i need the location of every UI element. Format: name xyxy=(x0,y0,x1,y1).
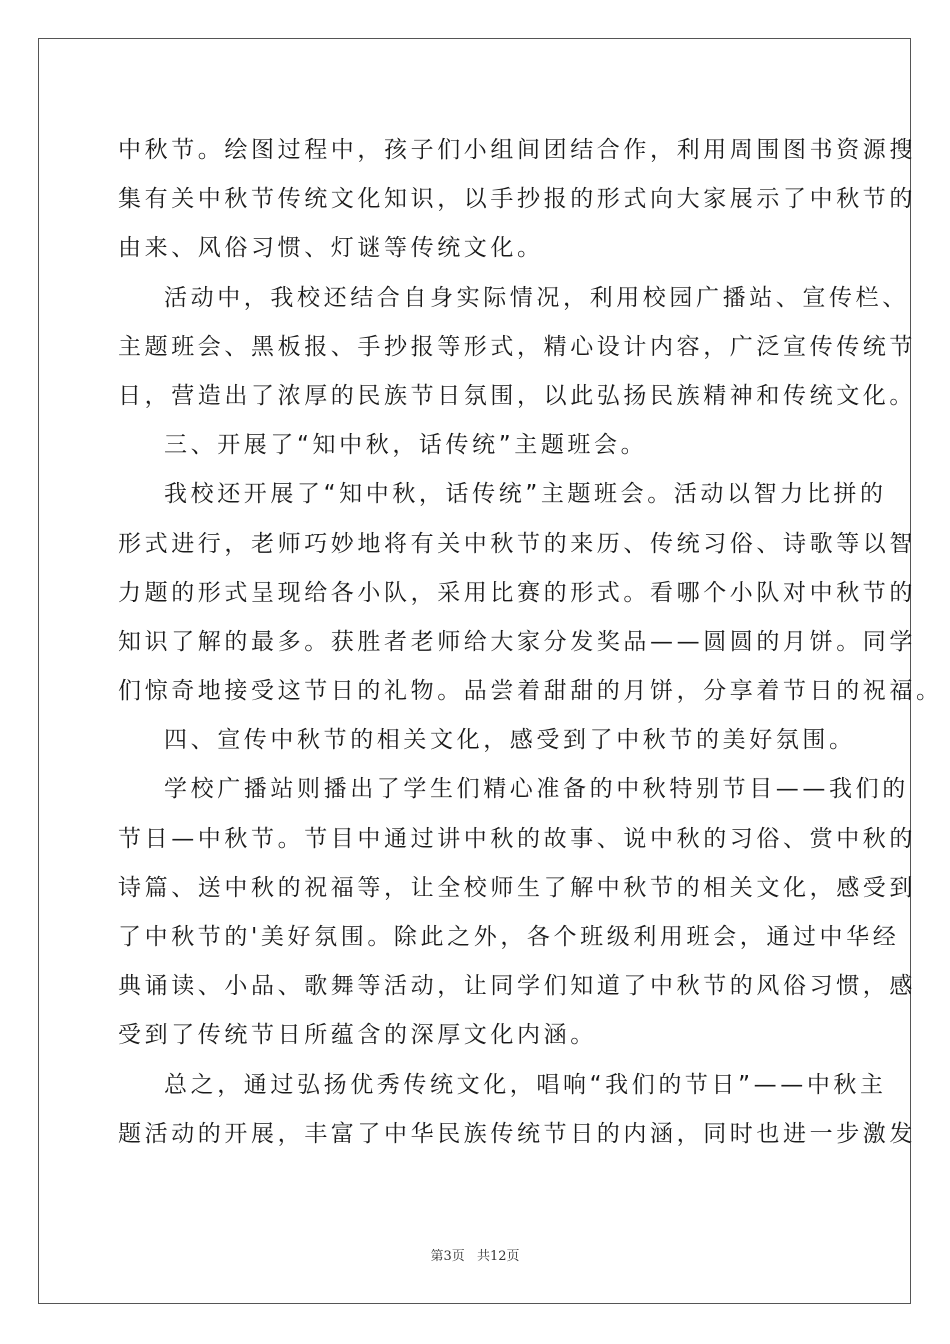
text-line: 活动中，我校还结合自身实际情况，利用校园广播站、宣传栏、 xyxy=(164,284,909,311)
text-line: 四、宣传中秋节的相关文化，感受到了中秋节的美好氛围。 xyxy=(164,727,856,754)
text-line: 了中秋节的'美好氛围。除此之外，各个班级利用班会，通过中华经 xyxy=(118,924,900,950)
text-line: 由来、风俗习惯、灯谜等传统文化。 xyxy=(118,235,544,262)
page-footer xyxy=(0,1245,950,1264)
text-line: 中秋节。绘图过程中，孩子们小组间团结合作，利用周围图书资源搜 xyxy=(118,137,916,163)
text-line: 总之，通过弘扬优秀传统文化，唱响“我们的节日”——中秋主 xyxy=(164,1071,887,1098)
text-line: 日，营造出了浓厚的民族节日氛围，以此弘扬民族精神和传统文化。 xyxy=(118,382,916,409)
text-line: 学校广播站则播出了学生们精心准备的中秋特别节目——我们的 xyxy=(164,776,909,803)
document-body xyxy=(118,126,943,1159)
text-line: 力题的形式呈现给各小队，采用比赛的形式。看哪个小队对中秋节的 xyxy=(118,579,916,606)
text-line: 诗篇、送中秋的祝福等，让全校师生了解中秋节的相关文化，感受到 xyxy=(118,874,916,901)
text-line: 受到了传统节日所蕴含的深厚文化内涵。 xyxy=(118,1022,597,1049)
text-line: 主题班会、黑板报、手抄报等形式，精心设计内容，广泛宣传传统节 xyxy=(118,333,916,360)
text-line: 我校还开展了“知中秋，话传统”主题班会。活动以智力比拼的 xyxy=(164,481,887,508)
text-line: 知识了解的最多。获胜者老师给大家分发奖品——圆圆的月饼。同学 xyxy=(118,628,916,655)
page-total: 共12页 xyxy=(476,1249,520,1264)
page-number: 第3页 xyxy=(430,1249,465,1264)
text-line: 典诵读、小品、歌舞等活动，让同学们知道了中秋节的风俗习惯，感 xyxy=(118,973,916,1000)
text-line: 集有关中秋节传统文化知识，以手抄报的形式向大家展示了中秋节的 xyxy=(118,186,916,213)
text-line: 三、开展了“知中秋，话传统”主题班会。 xyxy=(164,432,648,459)
text-line: 形式进行，老师巧妙地将有关中秋节的来历、传统习俗、诗歌等以智 xyxy=(118,530,916,557)
text-line: 节日—中秋节。节目中通过讲中秋的故事、说中秋的习俗、赏中秋的 xyxy=(118,825,916,852)
text-line: 们惊奇地接受这节日的礼物。品尝着甜甜的月饼，分享着节日的祝福。 xyxy=(118,678,943,705)
text-line: 题活动的开展，丰富了中华民族传统节日的内涵，同时也进一步激发 xyxy=(118,1120,916,1147)
